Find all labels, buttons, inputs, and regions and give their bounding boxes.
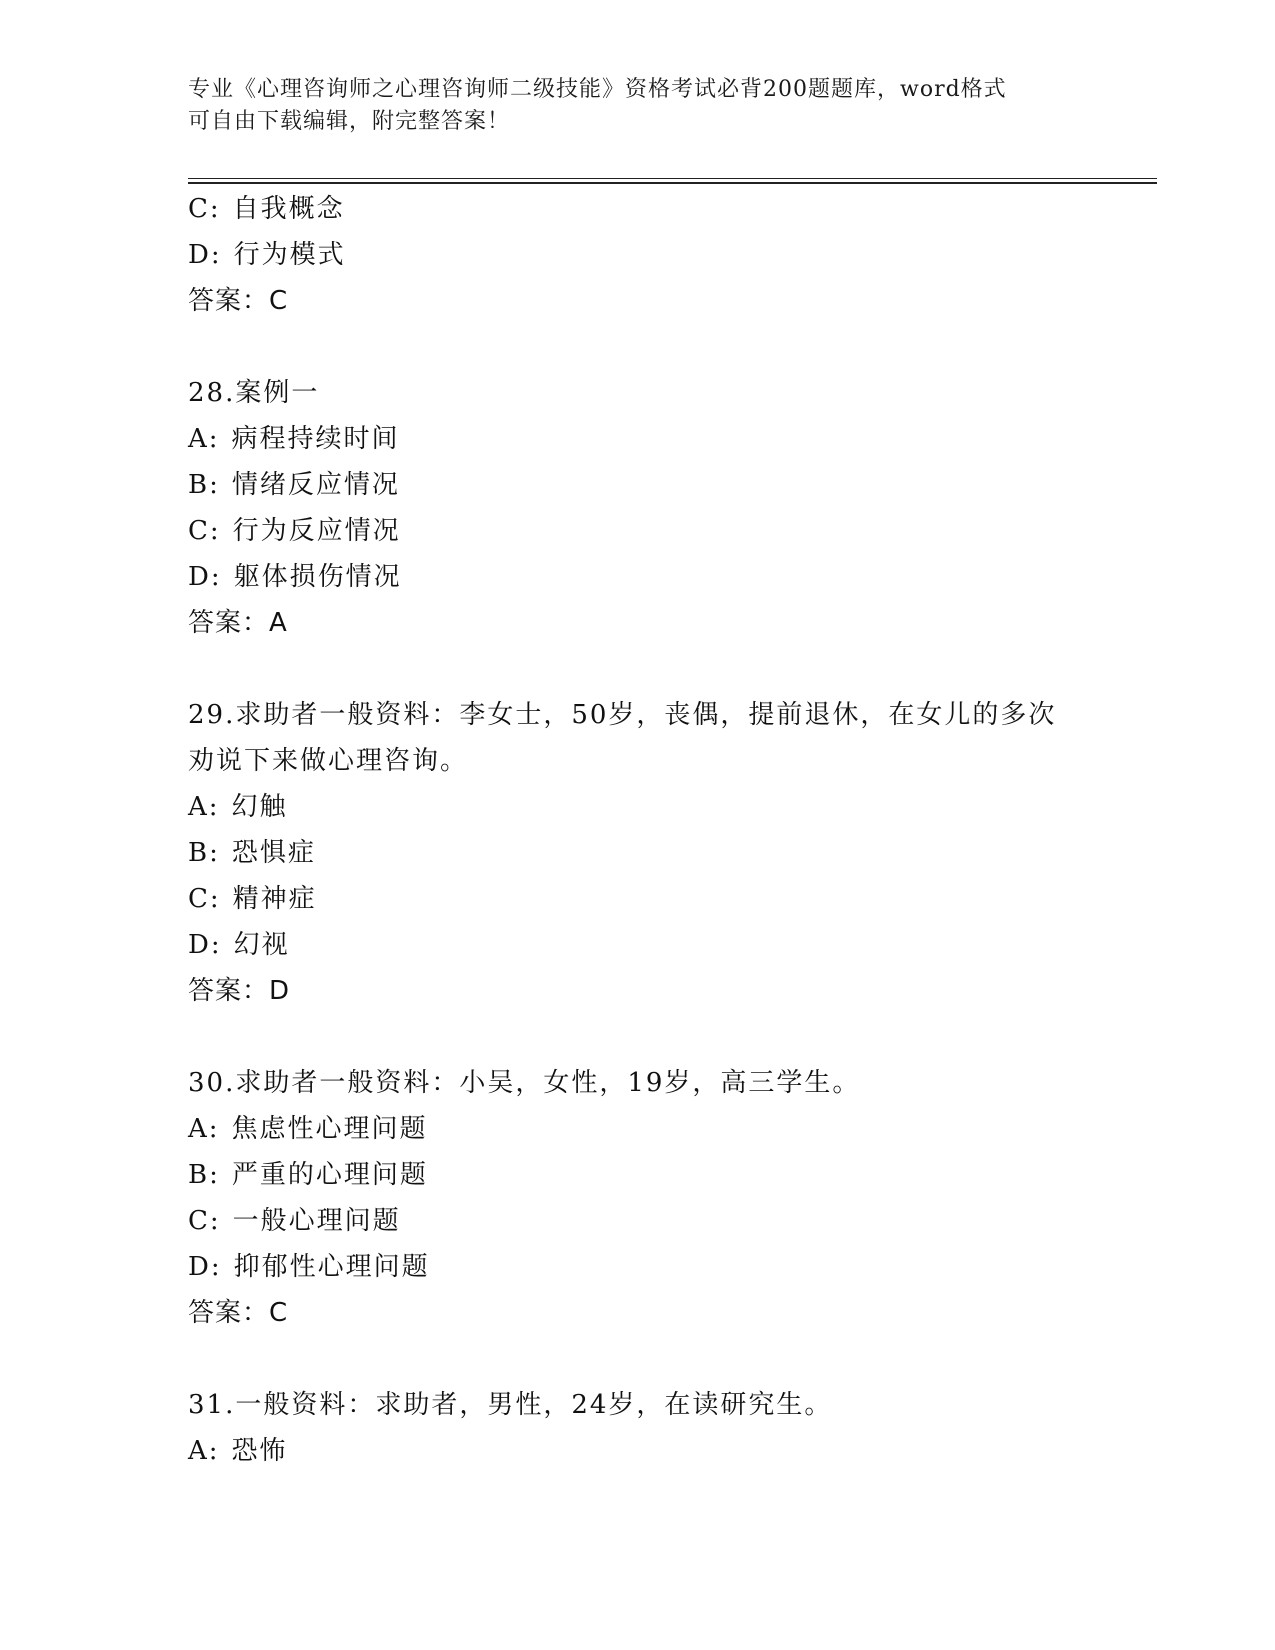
option-item (188, 1198, 1148, 1244)
option-item (188, 784, 1148, 830)
option-key: D: (188, 930, 222, 960)
option-item (188, 462, 1148, 508)
option-text: 焦虑性心理问题 (231, 1114, 428, 1144)
question-list (188, 186, 1148, 1474)
option-key: A: (188, 1114, 220, 1144)
option-key: C: (188, 194, 221, 224)
header-line-2: 可自由下载编辑，附完整答案！ (188, 109, 511, 134)
option-item (188, 922, 1148, 968)
option-text: 严重的心理问题 (231, 1160, 428, 1190)
option-item (188, 554, 1148, 600)
option-text: 行为模式 (233, 240, 346, 270)
question-block (188, 1382, 1148, 1474)
option-key: B: (188, 838, 220, 868)
question-text: 31.一般资料：求助者，男性，24岁，在读研究生。 (188, 1390, 833, 1420)
option-item (188, 186, 1148, 232)
option-key: A: (188, 424, 220, 454)
option-item (188, 416, 1148, 462)
option-key: C: (188, 516, 221, 546)
option-text: 恐怖 (231, 1436, 288, 1466)
question-text: 30.求助者一般资料：小吴，女性，19岁，高三学生。 (188, 1068, 861, 1098)
answer-line: 答案：C (188, 286, 289, 316)
answer-line: 答案：D (188, 976, 291, 1006)
option-item (188, 1244, 1148, 1290)
option-text: 恐惧症 (231, 838, 316, 868)
option-key: A: (188, 792, 220, 822)
option-item (188, 1428, 1148, 1474)
answer-line: 答案：C (188, 1298, 289, 1328)
question-block (188, 370, 1148, 646)
option-item (188, 1152, 1148, 1198)
question-block (188, 692, 1148, 1014)
header-divider-bottom (188, 182, 1157, 184)
option-item (188, 1106, 1148, 1152)
option-text: 抑郁性心理问题 (233, 1252, 430, 1282)
option-item (188, 830, 1148, 876)
option-text: 病程持续时间 (231, 424, 400, 454)
document-header (188, 74, 1088, 138)
question-block (188, 186, 1148, 324)
option-key: B: (188, 470, 220, 500)
question-text: 28.案例一 (188, 378, 320, 408)
header-line-1: 专业《心理咨询师之心理咨询师二级技能》资格考试必背200题题库，word格式 (188, 77, 1007, 102)
option-text: 一般心理问题 (232, 1206, 401, 1236)
option-item (188, 876, 1148, 922)
option-key: B: (188, 1160, 220, 1190)
question-text-continued: 劝说下来做心理咨询。 (188, 746, 469, 776)
option-key: C: (188, 1206, 221, 1236)
option-text: 精神症 (232, 884, 317, 914)
header-divider-top (188, 178, 1157, 179)
option-key: C: (188, 884, 221, 914)
option-text: 行为反应情况 (232, 516, 401, 546)
option-key: D: (188, 240, 222, 270)
option-text: 幻触 (231, 792, 288, 822)
option-text: 情绪反应情况 (231, 470, 400, 500)
option-item (188, 508, 1148, 554)
answer-line: 答案：A (188, 608, 288, 638)
option-key: A: (188, 1436, 220, 1466)
question-block (188, 1060, 1148, 1336)
question-text: 29.求助者一般资料：李女士，50岁，丧偶，提前退休，在女儿的多次 (188, 700, 1057, 730)
option-text: 自我概念 (232, 194, 345, 224)
option-key: D: (188, 562, 222, 592)
option-text: 躯体损伤情况 (233, 562, 402, 592)
option-key: D: (188, 1252, 222, 1282)
option-text: 幻视 (233, 930, 290, 960)
option-item (188, 232, 1148, 278)
